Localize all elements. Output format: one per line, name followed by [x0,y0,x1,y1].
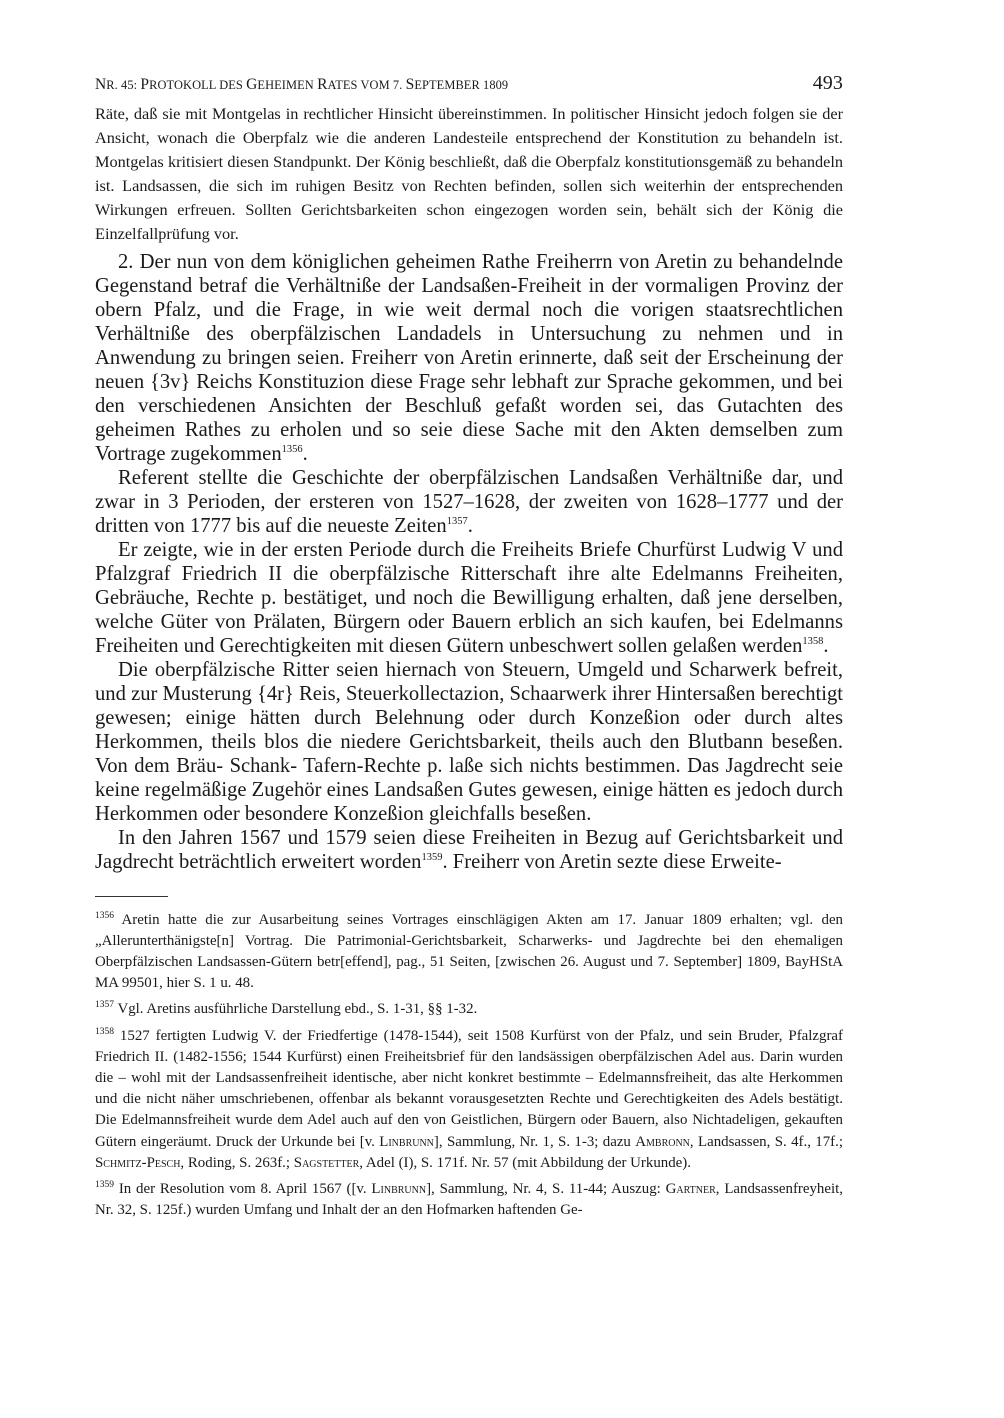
footnote-text: , Landsassen, S. 4f., 17f.; [689,1133,843,1150]
paragraph-text: . Freiherr von Aretin sezte diese Erweite- [442,850,782,873]
paragraph [95,250,843,466]
summary-paragraph: Räte, daß sie mit Montgelas in rechtlicher Hinsicht übereinstimmen. In politischer Hinsicht jedoch folgen sie der Ansicht, wonach die Oberpfalz wie die anderen Landesteile entsprechend der Konstitution zu behandeln ist. Montgelas kritisiert diesen Standpunkt. Der König beschließt, daß die Oberpfalz konstitutionsgemäß zu behandeln ist. Landsassen, die sich im ruhigen Besitz von Rechten befinden, sollen sich weiterhin der entsprechenden Wirkungen erfreuen. Sollten Gerichtsbarkeiten schon eingezogen worden sein, behält sich der König die Einzelfallprüfung vor. [95,104,843,244]
footnote-reference: 1359 [95,1180,114,1190]
author-name: Linbrunn [371,1181,427,1197]
footnote-reference: 1358 [95,1026,114,1037]
paragraph-text: 2. Der nun von dem königlichen geheimen Rathe Freiherrn von Aretin zu behandelnde Gegenstand betraf die Verhältniße der Landsaßen-Freiheit in der vormaligen Provinz der obern Pfalz, und die Frage, in wie weit dermal noch die vorigen staatsrechtlichen Verhältniße des oberpfälzischen Landadels in Untersuchung zu nehmen und in Anwendung zu bringen seien. Freiherr von Aretin erinnerte, daß seit der Erscheinung der neuen {3v} Reichs Konstituzion diese Frage sehr lebhaft zur Sprache gekommen, und bei den verschiedenen Ansichten der Beschluß gefaßt worden sei, das Gutachten des geheimen Rathes zu erholen und so seie diese Sache mit den Akten demselben zum Vortrage zugekommen [95,250,843,465]
document-page [95,74,843,1226]
footnote-text: ], Sammlung, Nr. 4, S. 11-44; Auszug: [426,1181,666,1197]
paragraph [95,538,843,658]
running-title [95,76,508,94]
footnote [95,1026,843,1174]
running-title-part: ATES VOM 7. [327,78,406,92]
footnote-text: In der Resolution vom 8. April 1567 ([v. [114,1181,372,1197]
footnote [95,999,843,1020]
main-text [95,102,843,874]
author-name: Linbrunn [379,1133,434,1150]
running-title-part: N [95,76,107,93]
author-name: Schmitz-Pesch [95,1154,181,1171]
footnote-reference: 1357 [95,1000,114,1011]
paragraph-text: . [467,514,473,537]
running-title-part: S [405,76,415,93]
footnote-reference: 1357 [446,515,468,527]
footnote-text: , Roding, S. 263f.; [180,1154,294,1171]
footnote-text: , Landsassenfreyheit, Nr. 32, S. 125f.) wurden Umfang und Inhalt der an den Hofmarken haftenden Ge- [95,1181,843,1219]
paragraph [95,658,843,826]
author-name: Gartner [665,1181,716,1197]
footnote-text: , Adel (I), S. 171f. Nr. 57 (mit Abbildung der Urkunde). [359,1154,691,1171]
page-number: 493 [812,72,843,94]
footnote-text: 1527 fertigten Ludwig V. der Friedfertige (1478-1544), seit 1508 Kurfürst von der Pfalz, und sein Bruder, Pfalzgraf Friedrich II. (1482-1556; 1544 Kurfürst) einen Freiheitsbrief für den landsässigen oberpfälzischen Adel aus. Darin wurden die – wohl mit der Landsassenfreiheit identische, aber nicht konkret bestimmte – Edelmannsfreiheit, das alte Herkommen und die nicht näher umschriebenen, offenbar als bekannt vorausgesetzten Rechte und Gerechtigkeiten des Adels bestätigt. Die Edelmannsfreiheit wurde dem Adel auch auf den von Geistlichen, Bürgern oder Bauern, also Nichtadeligen, gekauften Gütern eingeräumt. Druck der Urkunde bei [v. [95,1027,843,1150]
running-title-part: ROTOKOLL DES [149,78,247,92]
paragraph-text: Die oberpfälzische Ritter seien hiernach von Steuern, Umgeld und Scharwerk befreit, und zur Musterung {4r} Reis, Steuerkollectazion, Schaarwerk ihrer Hintersaßen berechtigt gewesen; einige hätten durch Belehnung oder durch Konzeßion oder durch altes Herkommen, theils blos die niedere Gerichtsbarkeit, theils auch den Blutbann beseßen. Von dem Bräu- Schank- Tafern-Rechte p. laße sich nichts bestimmen. Das Jagdrecht seie keine regelmäßige Zugehör eines Landsaßen Gutes gewesen, einige hätten es jedoch durch Herkommen oder besondere Konzeßion gleichfalls beseßen. [95,658,843,825]
paragraph [95,466,843,538]
footnote-reference: 1359 [421,851,443,863]
author-name: Sagstetter [293,1154,360,1171]
running-title-part: R [317,76,328,93]
footnote-text: Aretin hatte die zur Ausarbeitung seines Vortrages einschlägigen Akten am 17. Januar 1809 erhalten; vgl. den „Allerunterthänigste[n] Vortrag. Die Patrimonial-Gerichtsbarkeit, Scharwerks- und Jagdrechte bei den ehemaligen Oberpfälzischen Landsassen-Gütern betr[effend], pag., 51 Seiten, [zwischen 26. August und 7. September] 1809, BayHStA MA 99501, hier S. 1 u. 48. [95,911,843,992]
running-title-part: EPTEMBER 1809 [414,78,509,92]
paragraph-text: In den Jahren 1567 und 1579 seien diese Freiheiten in Bezug auf Gerichtsbarkeit und Jagdrecht beträchtlich erweitert worden [95,826,843,873]
author-name: Ambronn [635,1133,690,1150]
paragraph-text: Er zeigte, wie in der ersten Periode durch die Freiheits Briefe Churfürst Ludwig V und Pfalzgraf Friedrich II die oberpfälzische Ritterschaft ihre alte Edelmanns Freiheiten, Gebräuche, Rechte p. bestätiget, und noch die Bewilligung erhalten, daß jene derselben, welche Güter von Prälaten, Bürgern oder Bauern erblich an sich kaufen, bei Edelmanns Freiheiten und Gerechtigkeiten mit diesen Gütern unbeschwert sollen gelaßen werden [95,538,843,657]
running-title-part: R. 45: [106,78,141,92]
footnote [95,1179,843,1221]
paragraph-text: Referent stellte die Geschichte der oberpfälzischen Landsaßen Verhältniße dar, und zwar in 3 Perioden, der ersteren von 1527–1628, der zweiten von 1628–1777 und der dritten von 1777 bis auf die neueste Zeiten [95,466,843,537]
footnote-reference: 1358 [802,635,824,647]
running-title-part: P [140,76,150,93]
footnote-reference: 1356 [281,443,303,455]
paragraph [95,826,843,874]
footnote-reference: 1356 [95,910,114,921]
running-header [95,74,843,100]
footnote [95,910,843,995]
footnote-text: ], Sammlung, Nr. 1, S. 1-3; dazu [433,1133,636,1150]
footnote-text: Vgl. Aretins ausführliche Darstellung ebd., S. 1-31, §§ 1-32. [114,1001,478,1018]
footnote-rule [95,896,168,897]
footnotes [95,910,843,1222]
protocol-text [95,250,843,874]
paragraph-text: . [302,442,308,465]
running-title-part: G [246,76,258,93]
running-title-part: EHEIMEN [257,78,318,92]
paragraph-text: . [823,634,829,657]
